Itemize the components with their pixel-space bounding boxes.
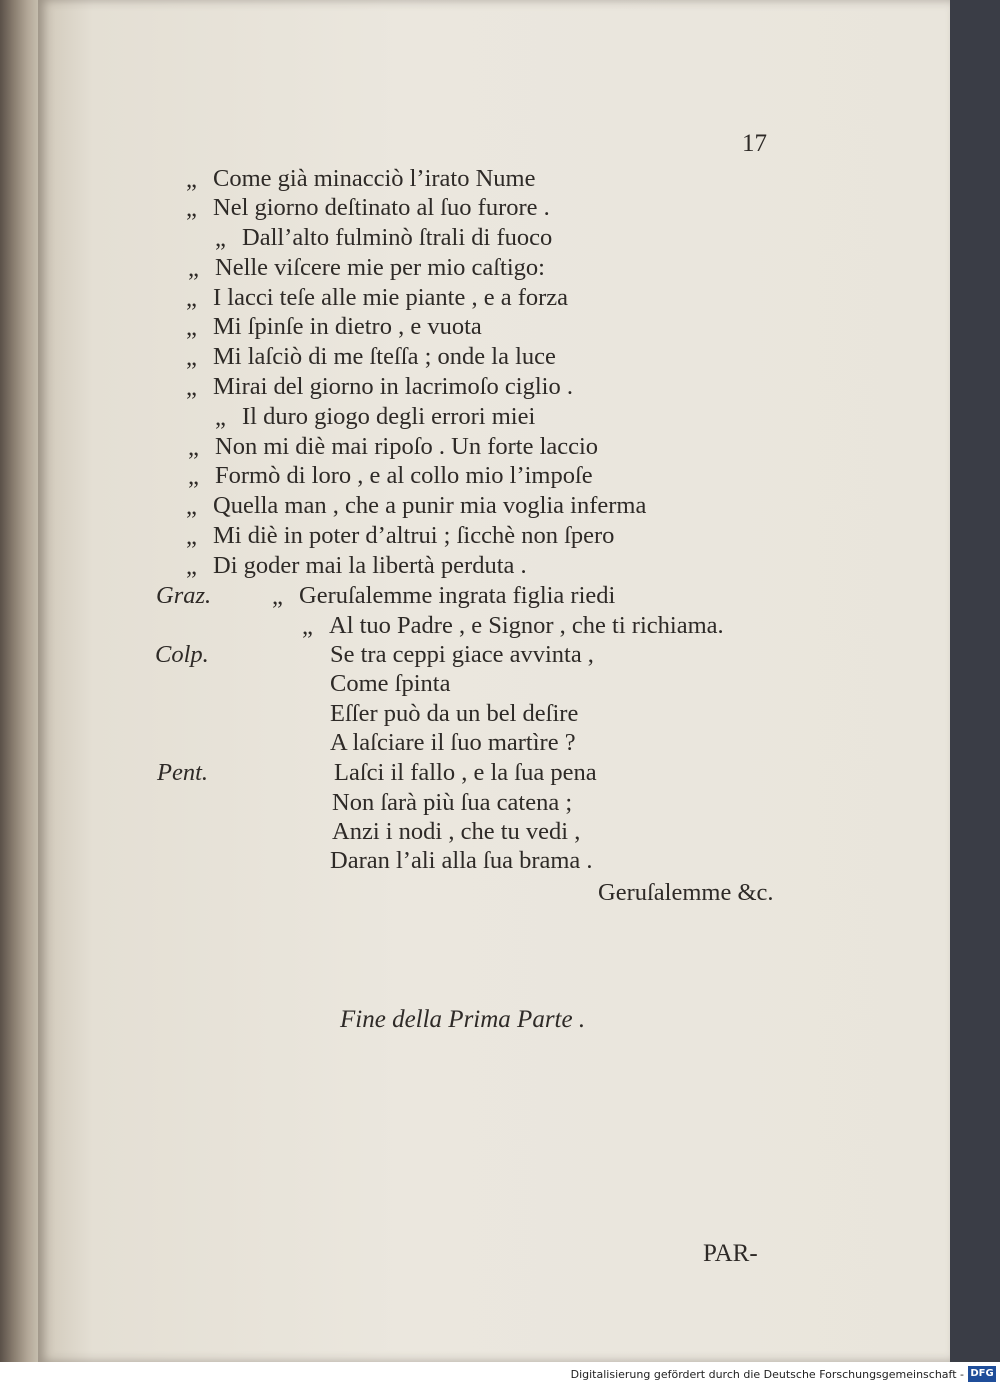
- quote-mark: „: [215, 404, 226, 431]
- verse-line: A laſciare il ſuo martìre ?: [330, 729, 576, 756]
- verse-line: Dall’alto fulminò ſtrali di fuoco: [242, 224, 553, 251]
- footer-bar: [0, 1362, 1000, 1388]
- verse-line: Formò di loro , e al collo mio l’impoſe: [215, 462, 593, 489]
- book-spine: [0, 0, 40, 1362]
- quote-mark: „: [186, 314, 197, 341]
- quote-mark: „: [186, 285, 197, 312]
- speaker-label: Graz.: [156, 582, 212, 609]
- quote-mark: „: [186, 523, 197, 550]
- verse-line: Mi laſciò di me ſteſſa ; onde la luce: [213, 343, 556, 370]
- speaker-label: Pent.: [157, 759, 209, 786]
- footer-credit: Digitalisierung gefördert durch die Deutsche Forschungsgemeinschaft -: [570, 1368, 964, 1381]
- catchword: PAR-: [703, 1240, 758, 1267]
- verse-line: Quella man , che a punir mia voglia inferma: [213, 492, 647, 519]
- quote-mark: „: [272, 583, 283, 610]
- verse-line: Come già minacciò l’irato Nume: [213, 165, 536, 192]
- verse-line: I lacci teſe alle mie piante , e a forza: [213, 284, 569, 311]
- verse-line: Geruſalemme ingrata figlia riedi: [299, 582, 616, 609]
- verse-line: Anzi i nodi , che tu vedi ,: [332, 818, 581, 845]
- verse-line: Mirai del giorno in lacrimoſo ciglio .: [213, 373, 573, 400]
- quote-mark: „: [215, 225, 226, 252]
- verse-line: Nelle viſcere mie per mio caſtigo:: [215, 254, 545, 281]
- quote-mark: „: [188, 434, 199, 461]
- page-number: 17: [742, 130, 767, 157]
- quote-mark: „: [186, 195, 197, 222]
- verse-line: Di goder mai la libertà perduta .: [213, 552, 527, 579]
- verse-line: Al tuo Padre , e Signor , che ti richiama.: [329, 612, 724, 639]
- quote-mark: „: [186, 553, 197, 580]
- verse-line: Daran l’ali alla ſua brama .: [330, 847, 593, 874]
- verse-line: Nel giorno deſtinato al ſuo furore .: [213, 194, 550, 221]
- verse-line: Non ſarà più ſua catena ;: [332, 789, 573, 816]
- quote-mark: „: [186, 344, 197, 371]
- refrain-line: Geruſalemme &c.: [598, 879, 774, 906]
- quote-mark: „: [188, 463, 199, 490]
- verse-line: Il duro giogo degli errori miei: [242, 403, 536, 430]
- verse-line: Laſci il fallo , e la ſua pena: [334, 759, 597, 786]
- verse-line: Non mi diè mai ripoſo . Un forte laccio: [215, 433, 599, 460]
- quote-mark: „: [186, 493, 197, 520]
- verse-line: Se tra ceppi giace avvinta ,: [330, 641, 594, 668]
- verse-line: Eſſer può da un bel deſire: [330, 700, 579, 727]
- dfg-logo: DFG: [968, 1366, 996, 1382]
- part-end-title: Fine della Prima Parte .: [340, 1006, 586, 1033]
- quote-mark: „: [186, 374, 197, 401]
- verse-line: Mi diè in poter d’altrui ; ſicchè non ſpero: [213, 522, 615, 549]
- speaker-label: Colp.: [155, 641, 209, 668]
- verse-line: Mi ſpinſe in dietro , e vuota: [213, 313, 482, 340]
- verse-line: Come ſpinta: [330, 670, 451, 697]
- quote-mark: „: [188, 255, 199, 282]
- quote-mark: „: [302, 613, 313, 640]
- quote-mark: „: [186, 166, 197, 193]
